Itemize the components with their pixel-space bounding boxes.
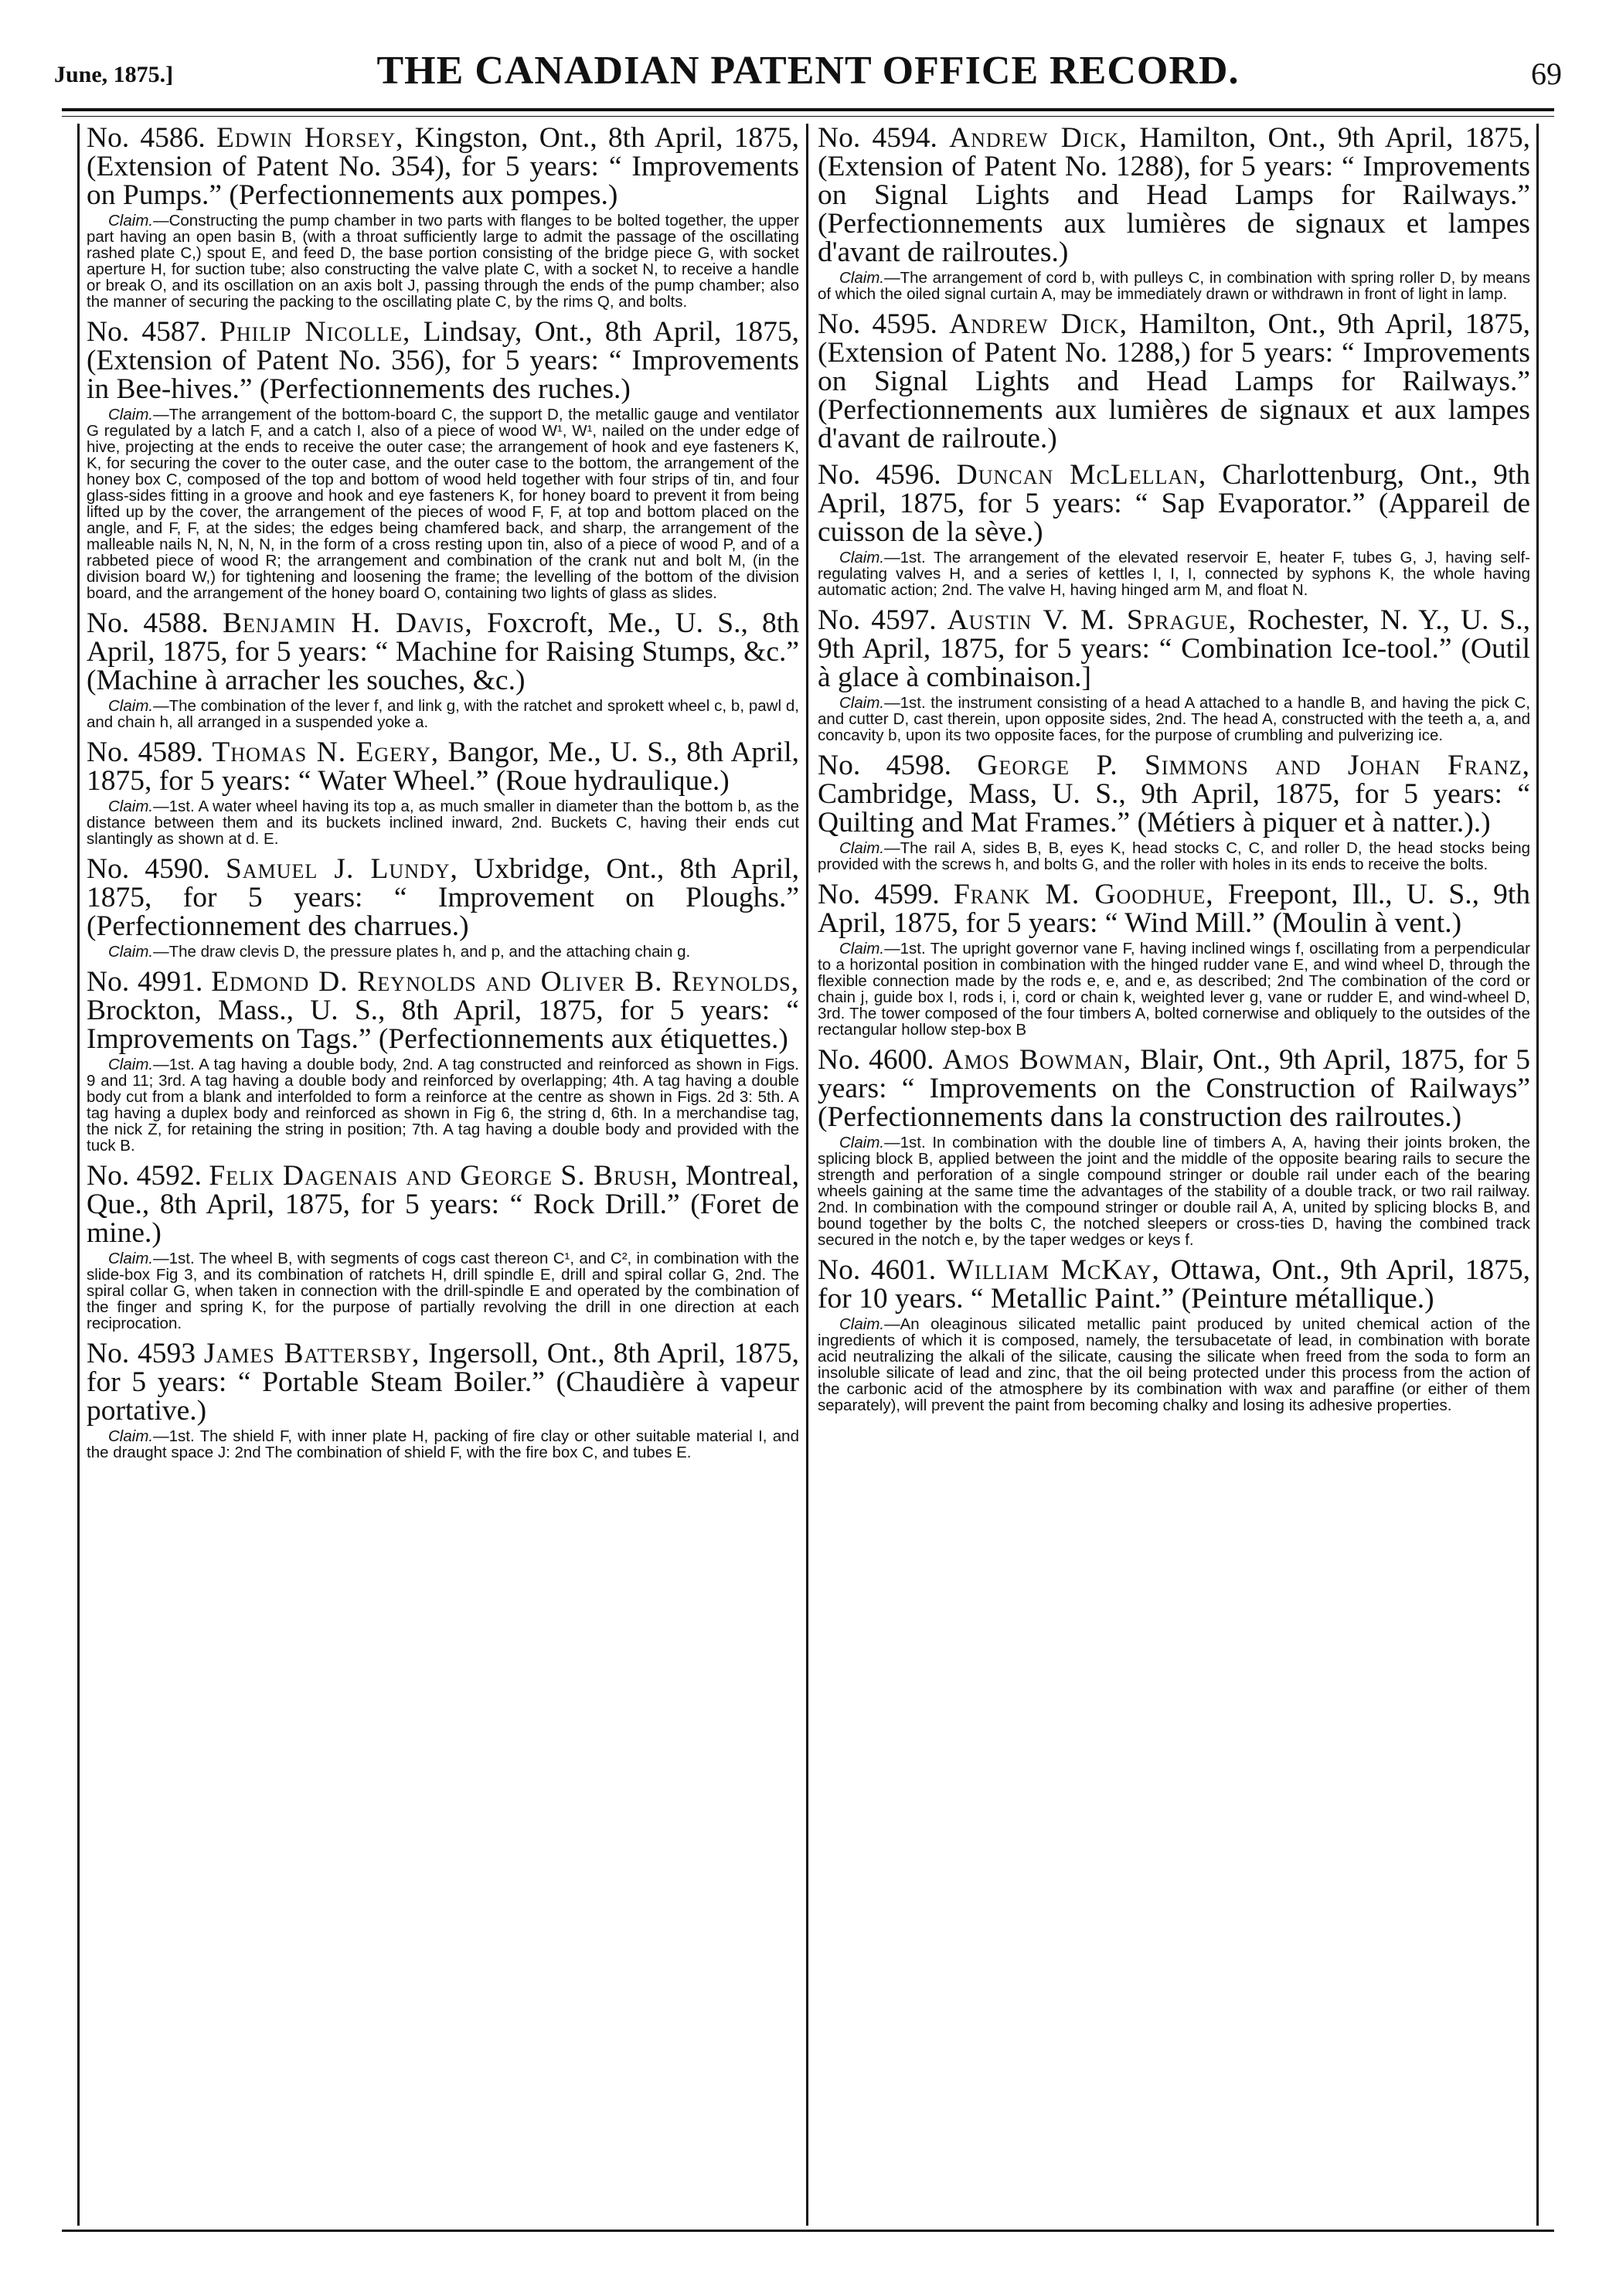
patent-details: Rochester, N. Y., U. S., 9th April, 1875, for 5 years: “ Combination Ice-tool.” (Outil à glace à combinaison.] <box>818 604 1530 693</box>
claim-label: Claim. <box>108 1056 154 1073</box>
patent-number: No. 4599. <box>818 879 940 910</box>
patent-heading <box>87 855 799 941</box>
patent-entry <box>87 968 799 1154</box>
patent-entry <box>818 880 1530 1038</box>
patent-details: Ingersoll, Ont., 8th April, 1875, for 5 years: “ Portable Steam Boiler.” (Chaudière à vapeur portative.) <box>87 1338 800 1427</box>
patent-details: Hamilton, Ont., 9th April, 1875, (Extension of Patent No. 1288), for 5 years: “ Improvements on Signal Lights and Head Lamps for Railways.” (Perfectionnements aux lumières de signaux et lampes d'avant de railroutes.) <box>818 122 1530 268</box>
patent-number: No. 4597. <box>818 604 937 636</box>
patent-heading <box>818 124 1530 267</box>
claim-body: —1st. The upright governor vane F, having inclined wings f, oscillating from a perpendicular to a horizontal position in combination with the hinged rudder vane E, and wind wheel D, through the flexible connection made by the rods e, e, and e, as described; 2nd The combination of the cord or chain j, guide box I, rods i, i, cord or chain k, weighted lever g, vane or rudder E, and wind-wheel D, 3rd. The tower composed of the four timbers A, bolted cornerwise and obliquely to the outsides of the rectangular hollow step-box B <box>818 940 1530 1039</box>
inventor-name: William McKay, <box>946 1254 1160 1286</box>
claim-body: —1st. The arrangement of the elevated reservoir E, heater F, tubes G, J, having self-regulating valves H, and a series of kettles I, I, I, connected by syphons K, the whole having automatic action; 2nd. The valve H, having hinged arm M, and float N. <box>818 549 1530 599</box>
patent-number: No. 4600. <box>818 1044 934 1076</box>
patent-heading <box>87 968 799 1053</box>
patent-heading <box>818 751 1530 837</box>
patent-number: No. 4596. <box>818 459 941 491</box>
inventor-name: Andrew Dick, <box>949 122 1128 154</box>
right-column <box>818 124 1530 1421</box>
patent-details: Bangor, Me., U. S., 8th April, 1875, for 5 years: “ Water Wheel.” (Roue hydraulique.) <box>87 736 799 797</box>
patent-entry <box>87 609 799 730</box>
patent-number: No. 4587. <box>87 316 207 348</box>
claim-text <box>87 944 799 960</box>
claim-text <box>87 698 799 730</box>
patent-heading <box>818 1046 1530 1131</box>
right-border-rule <box>1536 124 1539 2226</box>
patent-entry <box>87 738 799 847</box>
patent-entry <box>818 310 1530 453</box>
journal-title: THE CANADIAN PATENT OFFICE RECORD. <box>376 49 1240 93</box>
inventor-name: Andrew Dick, <box>949 308 1128 340</box>
patent-details: Foxcroft, Me., U. S., 8th April, 1875, for 5 years: “ Machine for Raising Stumps, &c.” (Machine à arracher les souches, &c.) <box>87 607 799 696</box>
claim-text <box>87 1428 799 1461</box>
patent-heading <box>87 124 799 209</box>
header-rule <box>62 108 1554 111</box>
claim-text <box>818 840 1530 872</box>
claim-label: Claim. <box>839 1134 885 1151</box>
inventor-name: Benjamin H. Davis, <box>222 607 473 639</box>
patent-details: Charlottenburg, Ont., 9th April, 1875, for 5 years: “ Sap Evaporator.” (Appareil de cuisson de la sève.) <box>818 459 1530 548</box>
patent-heading <box>818 880 1530 937</box>
claim-text <box>818 549 1530 598</box>
issue-date: June, 1875.] <box>54 62 174 87</box>
inventor-name: Philip Nicolle, <box>219 316 411 348</box>
claim-body: —1st. The wheel B, with segments of cogs cast thereon C¹, and C², in combination with the slide-box Fig 3, and its combination of ratchets H, drill spindle E, drill and spiral collar G, 2nd. The spiral collar G, when taken in connection with the drill-spindle E and operated by the combination of the finger and spring K, for the purpose of partially revolving the drill in one direction at each reciprocation. <box>87 1250 799 1332</box>
patent-number: No. 4588. <box>87 607 209 639</box>
patent-entry <box>818 1256 1530 1413</box>
patent-number: No. 4598. <box>818 750 951 781</box>
inventor-name: Amos Bowman, <box>942 1044 1132 1076</box>
claim-body: —The arrangement of the bottom-board C, the support D, the metallic gauge and ventilator G regulated by a latch F, and a catch I, also of a piece of wood W¹, W¹, nailed on the under edge of hive, projecting at the ends to receive the outer case; the arrangement of hook and eye fasteners K, K, for securing the cover to the outer case, and the outer case to the bottom, the arrangement of the honey box C, composed of the top and bottom of wood held together with four strips of tin, and four glass-sides fitting in a groove and hook and eye fasteners K, for honey board to prevent it from being lifted up by the cover, the arrangement of the pieces of wood F, F, at top and bottom placed on the angle, and F, F, at the sides; the edges being chamfered back, and sharp, the arrangement of the malleable nails N, N, N, N, in the form of a cross resting upon tin, also of a piece of wood P, and of a rabbeted piece of wood R; the arrangement and combination of the crank nut and bolt M, (in the division board W,) for tightening and loosening the frame; the levelling of the bottom of the division board, and the arrangement of the honey board O, containing two lights of glass as slides. <box>87 406 799 602</box>
claim-label: Claim. <box>839 269 885 287</box>
claim-label: Claim. <box>108 697 154 715</box>
patent-number: No. 4595. <box>818 308 937 340</box>
patent-entry <box>87 124 799 310</box>
patent-details: Kingston, Ont., 8th April, 1875, (Extension of Patent No. 354), for 5 years: “ Improvements on Pumps.” (Perfectionnements aux pompes.) <box>87 122 800 211</box>
claim-body: —An oleaginous silicated metallic paint produced by united chemical action of the ingredients of which it is composed, namely, the tersubacetate of lead, in combination with borate acid neutralizing the alkali of the silicate, causing the silicate when freed from the soda to form an insoluble silicate of lead and zinc, that the oil being protected under this process from the action of the carbonic acid of the atmosphere by its combination with wax and paraffine (or either of them separately), will prevent the paint from becoming chalky and losing its adhesive properties. <box>818 1315 1530 1414</box>
claim-label: Claim. <box>108 1250 154 1267</box>
patent-details: Cambridge, Mass, U. S., 9th April, 1875, for 5 years: “ Quilting and Mat Frames.” (Métiers à piquer et à natter.).) <box>818 778 1530 838</box>
patent-entry <box>87 1162 799 1332</box>
patent-heading <box>87 738 799 795</box>
patent-heading <box>818 310 1530 453</box>
footer-rule <box>62 2230 1554 2232</box>
claim-text <box>818 941 1530 1038</box>
claim-label: Claim. <box>839 839 885 857</box>
claim-label: Claim. <box>108 406 154 423</box>
claim-text <box>818 1134 1530 1248</box>
patent-number: No. 4594. <box>818 122 937 154</box>
left-border-rule <box>77 124 80 2226</box>
left-column <box>87 124 799 1468</box>
claim-text <box>818 270 1530 302</box>
patent-heading <box>818 461 1530 546</box>
inventor-name: George P. Simmons and Johan Franz, <box>977 750 1530 781</box>
inventor-name: Felix Dagenais and George S. Brush, <box>209 1160 679 1192</box>
inventor-name: Duncan McLellan, <box>956 459 1207 491</box>
claim-text <box>818 1316 1530 1413</box>
patent-details: Lindsay, Ont., 8th April, 1875, (Extension of Patent No. 356), for 5 years: “ Improvements in Bee-hives.” (Perfectionnements des ruches.) <box>87 316 799 405</box>
claim-label: Claim. <box>839 940 885 958</box>
claim-body: —1st. A water wheel having its top a, as much smaller in diameter than the bottom b, as the distance between them and its buckets inclined inward, 2nd. Buckets C, having their ends cut slantingly as shown at d. E. <box>87 798 799 848</box>
page-header <box>46 48 1570 102</box>
claim-text <box>818 695 1530 743</box>
patent-number: No. 4590. <box>87 853 210 885</box>
inventor-name: Edmond D. Reynolds and Oliver B. Reynolds, <box>211 966 800 998</box>
claim-text <box>87 213 799 310</box>
patent-entry <box>818 606 1530 743</box>
patent-details: Blair, Ont., 9th April, 1875, for 5 years: “ Improvements on the Construction of Railways” (Perfectionnements dans la construction des railroutes.) <box>818 1044 1531 1133</box>
claim-text <box>87 1250 799 1332</box>
patent-number: No. 4991. <box>87 966 203 998</box>
page-number: 69 <box>1531 56 1562 91</box>
patent-details: Montreal, Que., 8th April, 1875, for 5 years: “ Rock Drill.” (Foret de mine.) <box>87 1160 800 1249</box>
patent-number: No. 4589. <box>87 736 203 768</box>
patent-number: No. 4593 <box>87 1338 196 1369</box>
inventor-name: James Battersby, <box>203 1338 420 1369</box>
patent-heading <box>87 1339 799 1425</box>
patent-heading <box>87 609 799 695</box>
inventor-name: Thomas N. Egery, <box>212 736 440 768</box>
inventor-name: Austin V. M. Sprague, <box>947 604 1237 636</box>
inventor-name: Frank M. Goodhue, <box>953 879 1214 910</box>
claim-label: Claim. <box>839 694 885 712</box>
patent-entry <box>87 1339 799 1461</box>
claim-body: —The draw clevis D, the pressure plates h, and p, and the attaching chain g. <box>153 943 691 961</box>
patent-entry <box>87 318 799 601</box>
claim-label: Claim. <box>108 1427 154 1445</box>
patent-details: Hamilton, Ont., 9th April, 1875, (Extension of Patent No. 1288,) for 5 years: “ Improvements on Signal Lights and Head Lamps for Railways.” (Perfectionnements aux lumières de signaux et aux lampes d'avant de railroute.) <box>818 308 1530 454</box>
patent-details: Uxbridge, Ont., 8th April, 1875, for 5 years: “ Improvement on Ploughs.” (Perfectionnement des charrues.) <box>87 853 800 942</box>
claim-body: —The combination of the lever f, and link g, with the ratchet and sprokett wheel c, b, pawl d, and chain h, all arranged in a suspended yoke a. <box>87 697 799 731</box>
claim-label: Claim. <box>108 212 154 230</box>
claim-text <box>87 406 799 601</box>
patent-number: No. 4586. <box>87 122 206 154</box>
inventor-name: Samuel J. Lundy, <box>225 853 458 885</box>
claim-body: —The arrangement of cord b, with pulleys C, in combination with spring roller D, by means of which the oiled signal curtain A, may be immediately drawn or withdrawn in front of light in lamp. <box>818 269 1530 303</box>
claim-label: Claim. <box>839 1315 885 1333</box>
claim-label: Claim. <box>108 943 154 961</box>
claim-text <box>87 798 799 847</box>
patent-entry <box>818 124 1530 302</box>
claim-body: —1st. the instrument consisting of a head A attached to a handle B, and having the pick C, and cutter D, cast therein, upon opposite sides, 2nd. The head A, constructed with the teeth a, a, and concavity b, upon its two opposite faces, for the purpose of crumbling and pulverizing ice. <box>818 694 1530 744</box>
patent-number: No. 4592. <box>87 1160 202 1192</box>
column-divider <box>806 124 808 2226</box>
patent-number: No. 4601. <box>818 1254 937 1286</box>
claim-body: —1st. A tag having a double body, 2nd. A tag constructed and reinforced as shown in Figs. 9 and 11; 3rd. A tag having a double body and reinforced by overlapping; 4th. A tag having a double body cut from a blank and interfolded to form a reinforce at the centre as shown in Figs. 2d 3: 5th. A tag having a duplex body and reinforced as shown in Fig 6, the string d, 6th. In a merchandise tag, the nick Z, for retaining the string in position; 7th. A tag having a double body and provided with the tuck B. <box>87 1056 799 1155</box>
patent-details: Brockton, Mass., U. S., 8th April, 1875, for 5 years: “ Improvements on Tags.” (Perfectionnements aux étiquettes.) <box>87 995 799 1055</box>
patent-heading <box>87 318 799 403</box>
inventor-name: Edwin Horsey, <box>216 122 404 154</box>
patent-heading <box>818 606 1530 692</box>
claim-body: —1st. In combination with the double line of timbers A, A, having their joints broken, the splicing block B, applied between the joint and the middle of the opposite bearing rails to secure the strength and perforation of a single compound stringer or double rail under each of the bearing wheels gaining at the same time the advantages of the stability of a double track, or two rail railway. 2nd. In combination with the compound stringer or double rail A, A, united by splicing blocks B, and bound together by the bolts C, the notched sleepers or cross-ties D, having the combined track secured in the notch e, by the taper wedges or keys f. <box>818 1134 1530 1249</box>
claim-label: Claim. <box>108 798 154 815</box>
claim-body: —The rail A, sides B, B, eyes K, head stocks C, C, and roller D, the head stocks being provided with the screws h, and bolts G, and the roller with holes in its ends to receive the bolts. <box>818 839 1530 873</box>
patent-details: Ottawa, Ont., 9th April, 1875, for 10 years. “ Metallic Paint.” (Peinture métallique.) <box>818 1254 1531 1315</box>
patent-entry <box>87 855 799 960</box>
patent-entry <box>818 751 1530 872</box>
claim-body: —Constructing the pump chamber in two parts with flanges to be bolted together, the upper part having an open basin B, (with a throat sufficiently large to admit the passage of the oscillating rashed plate C,) spout E, and feed D, the base portion consisting of the bridge piece G, with socket aperture H, for suction tube; also constructing the valve plate C, with a socket N, to receive a handle or break O, and its oscillation on an axis bolt J, passing through the ends of the pump chamber; also the manner of securing the packing to the oscillating plate C, by the rims Q, and bolts. <box>87 212 799 311</box>
patent-heading <box>818 1256 1530 1313</box>
patent-details: Freepont, Ill., U. S., 9th April, 1875, for 5 years: “ Wind Mill.” (Moulin à vent.) <box>818 879 1531 939</box>
patent-heading <box>87 1162 799 1247</box>
claim-text <box>87 1056 799 1154</box>
claim-label: Claim. <box>839 549 885 566</box>
patent-entry <box>818 1046 1530 1248</box>
claim-body: —1st. The shield F, with inner plate H, packing of fire clay or other suitable material I, and the draught space J: 2nd The combination of shield F, with the fire box C, and tubes E. <box>87 1427 799 1461</box>
header-rule-thin <box>62 116 1554 117</box>
patent-entry <box>818 461 1530 598</box>
